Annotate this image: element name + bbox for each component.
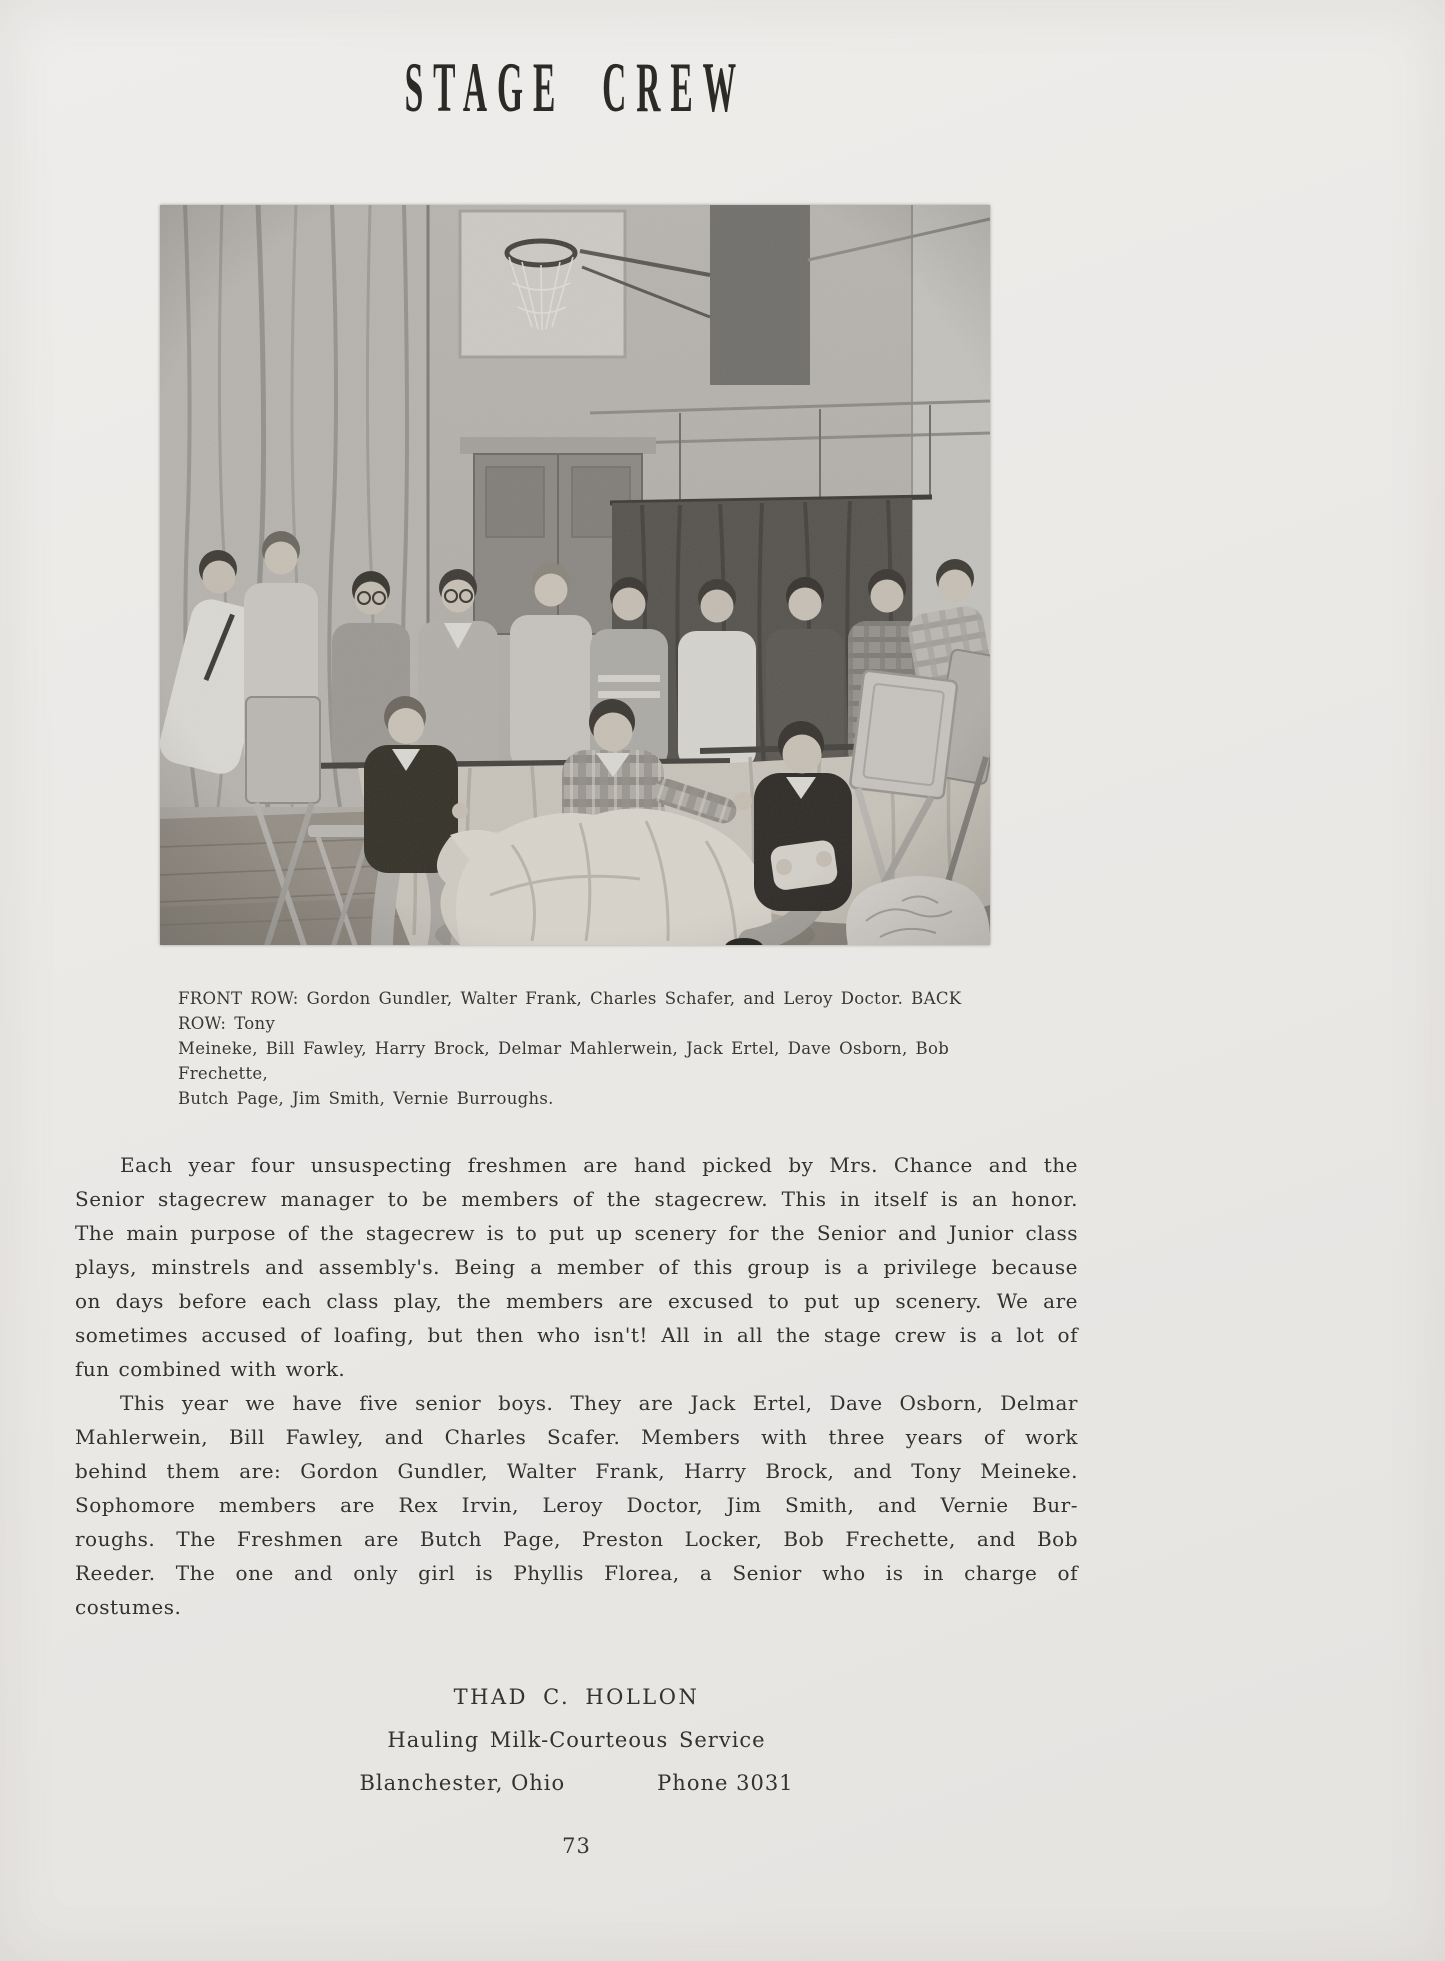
text-line: plays, minstrels and assembly's. Being a member of this group is a privilege because xyxy=(75,1255,1078,1279)
text-line: sometimes accused of loafing, but then who isn't! All in all the stage crew is a lot of xyxy=(75,1323,1078,1347)
stage-crew-photo xyxy=(160,205,990,945)
caption-line: Butch Page, Jim Smith, Vernie Burroughs. xyxy=(178,1089,554,1108)
stage-crew-photo-art xyxy=(160,205,990,945)
caption-line: Meineke, Bill Fawley, Harry Brock, Delmar Mahlerwein, Jack Ertel, Dave Osborn, Bob Frechette, xyxy=(178,1039,950,1083)
advertisement xyxy=(75,1676,1078,1805)
text-line: The main purpose of the stagecrew is to put up scenery for the Senior and Junior class xyxy=(75,1221,1078,1245)
text-line: Senior stagecrew manager to be members of the stagecrew. This in itself is an honor. xyxy=(75,1187,1078,1211)
ad-phone: Phone 3031 xyxy=(657,1771,794,1795)
text-line: This year we have five senior boys. They are Jack Ertel, Dave Osborn, Delmar xyxy=(120,1391,1078,1415)
ad-tagline: Hauling Milk-Courteous Service xyxy=(387,1728,766,1752)
ad-location: Blanchester, Ohio xyxy=(359,1771,566,1795)
text-line: fun combined with work. xyxy=(75,1357,346,1381)
text-line: behind them are: Gordon Gundler, Walter Frank, Harry Brock, and Tony Meineke. xyxy=(75,1459,1078,1483)
page-title-wrap xyxy=(0,47,1150,127)
ad-contact-line xyxy=(75,1762,1078,1805)
photo-caption xyxy=(178,986,996,1111)
text-line: Reeder. The one and only girl is Phyllis Florea, a Senior who is in charge of xyxy=(75,1561,1078,1585)
text-line: roughs. The Freshmen are Butch Page, Preston Locker, Bob Frechette, and Bob xyxy=(75,1527,1078,1551)
ad-business-name: THAD C. HOLLON xyxy=(453,1685,700,1709)
text-line: Mahlerwein, Bill Fawley, and Charles Scafer. Members with three years of work xyxy=(75,1425,1078,1449)
text-line: Sophomore members are Rex Irvin, Leroy Doctor, Jim Smith, and Vernie Bur- xyxy=(75,1493,1078,1517)
caption-line: FRONT ROW: Gordon Gundler, Walter Frank, Charles Schafer, and Leroy Doctor. BACK ROW: Tony xyxy=(178,989,962,1033)
text-line: costumes. xyxy=(75,1595,182,1619)
page-title: STAGE CREW xyxy=(404,47,746,127)
page-number: 73 xyxy=(562,1834,591,1858)
photo-vignette xyxy=(160,205,990,945)
article-text xyxy=(75,1148,1078,1624)
text-line: on days before each class play, the members are excused to put up scenery. We are xyxy=(75,1289,1078,1313)
text-line: Each year four unsuspecting freshmen are hand picked by Mrs. Chance and the xyxy=(120,1153,1078,1177)
